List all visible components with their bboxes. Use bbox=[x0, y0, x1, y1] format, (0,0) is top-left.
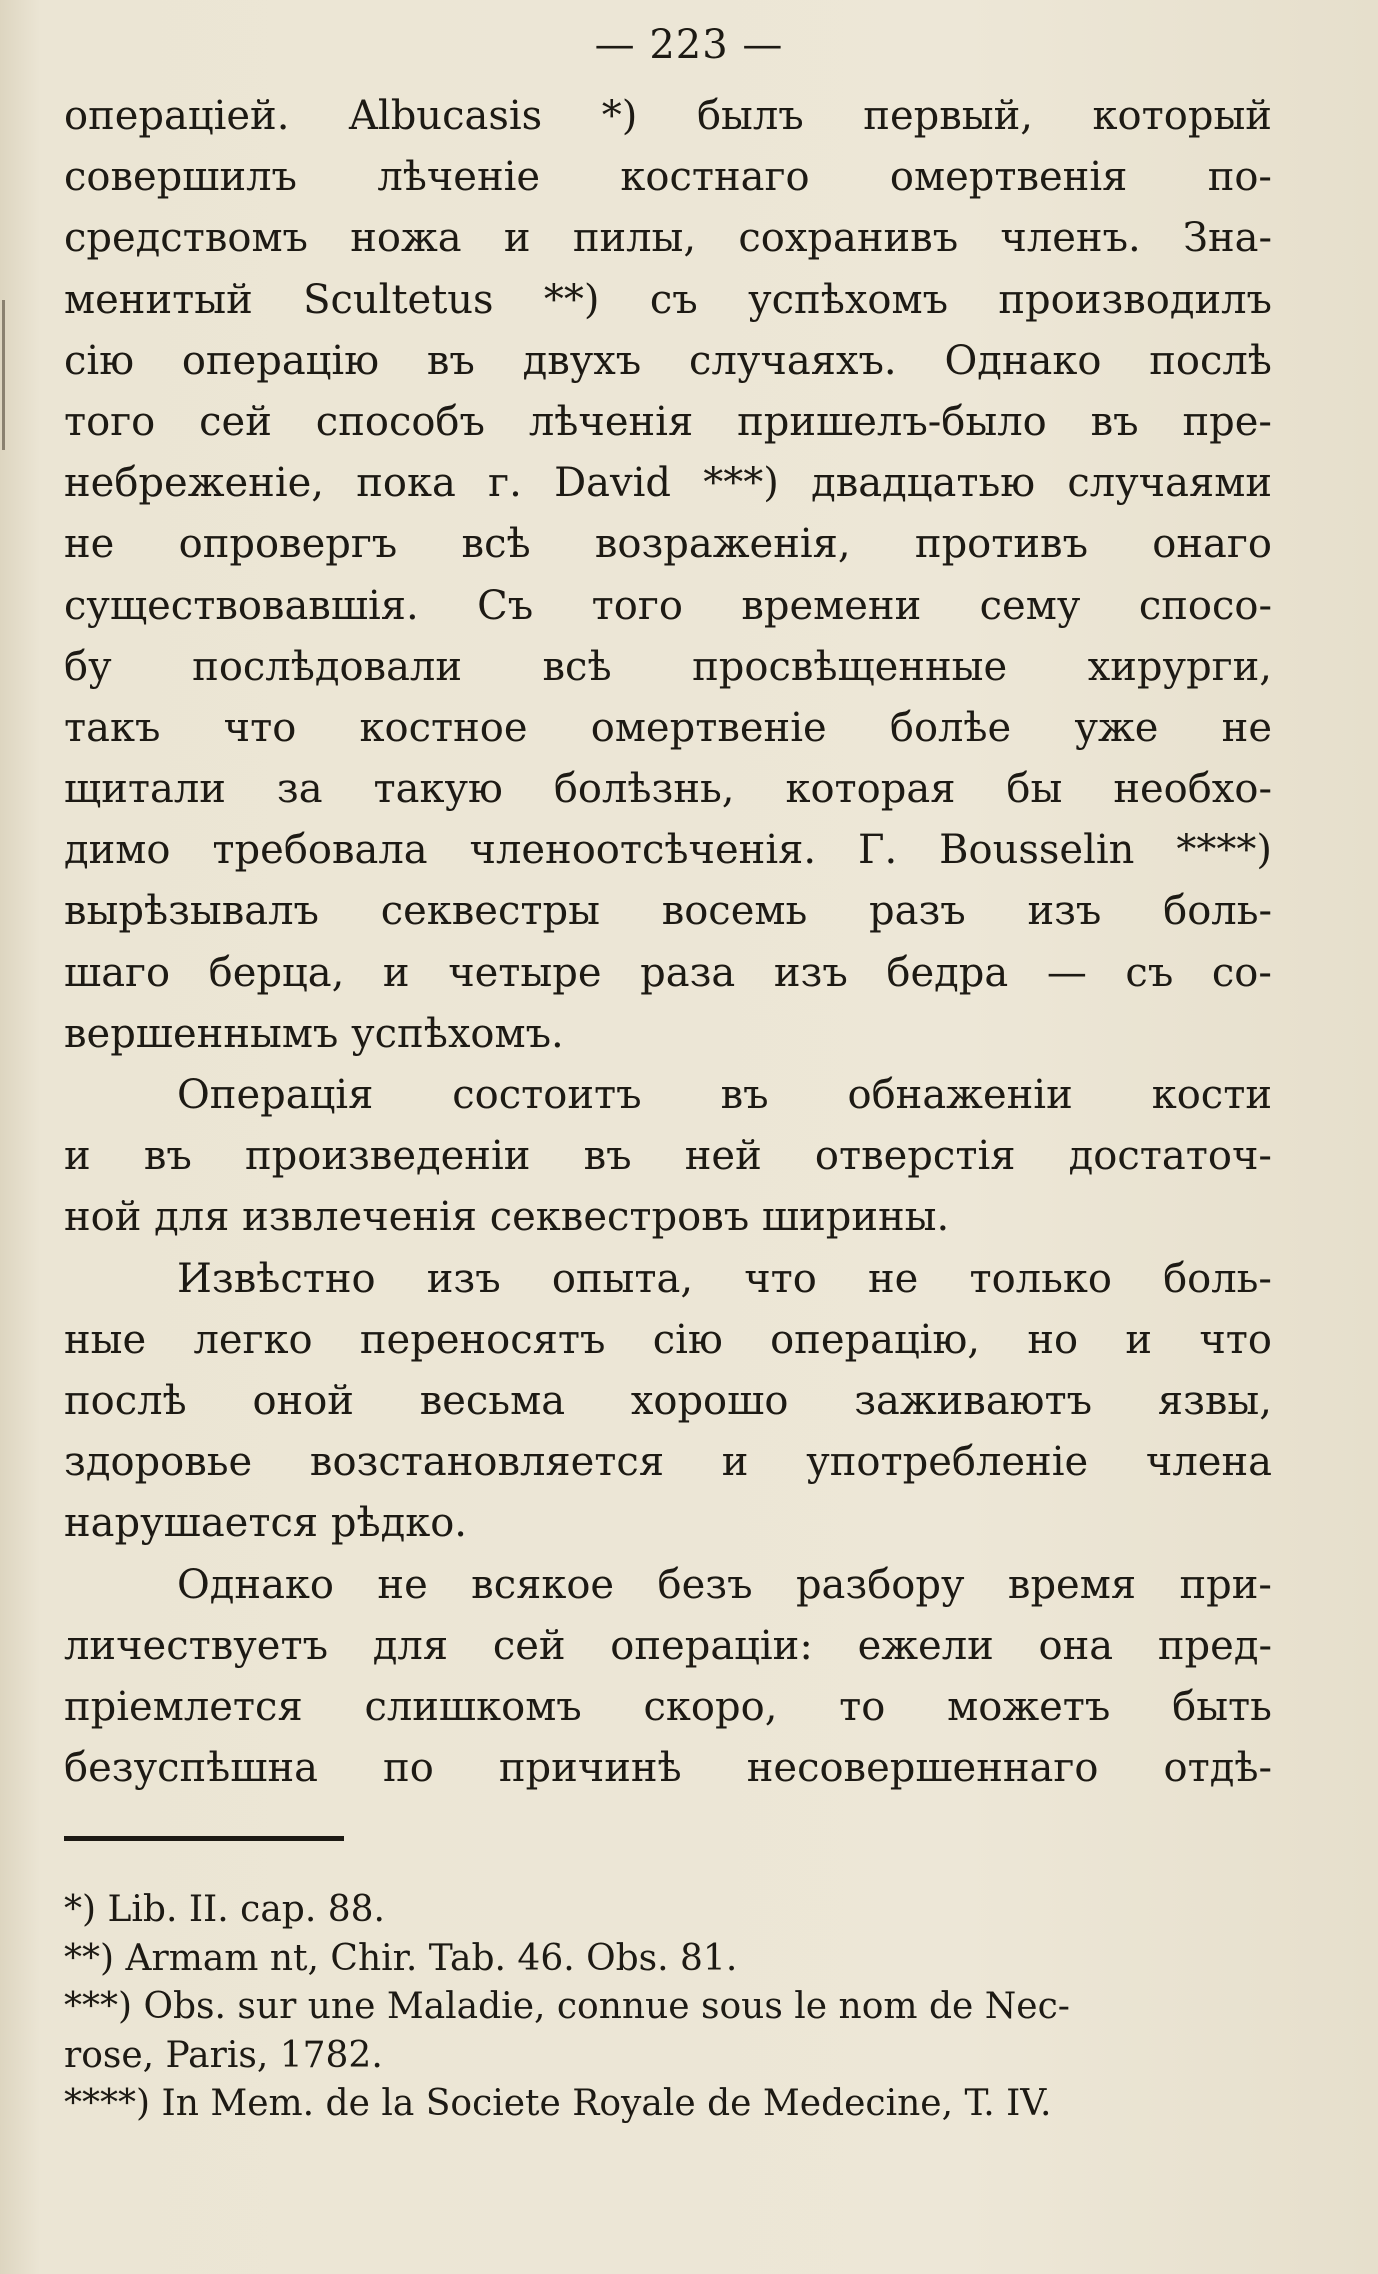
text-line: безуспѣшна по причинѣ несовершеннаго отдѣ- bbox=[64, 1745, 1272, 1792]
main-text bbox=[64, 86, 1272, 1799]
text-line: совершилъ лѣченіе костнаго омертвенія по- bbox=[64, 154, 1272, 201]
text-line: шаго берца, и четыре раза изъ бедра — съ со- bbox=[64, 949, 1272, 996]
text-line: Операція состоитъ въ обнаженіи кости bbox=[177, 1072, 1272, 1118]
footnotes bbox=[64, 1886, 1272, 2129]
text-line: менитый Scultetus **) съ успѣхомъ производилъ bbox=[64, 276, 1272, 323]
text-line: здоровье возстановляется и употребленіе члена bbox=[64, 1439, 1272, 1486]
text-line: вырѣзывалъ секвестры восемь разъ изъ боль- bbox=[64, 888, 1272, 935]
footnote: rose, Paris, 1782. bbox=[64, 2034, 383, 2076]
text-line: сію операцію въ двухъ случаяхъ. Однако послѣ bbox=[64, 337, 1272, 384]
text-line: ные легко переносятъ сію операцію, но и что bbox=[64, 1316, 1272, 1363]
text-line: не опровергъ всѣ возраженія, противъ онаго bbox=[64, 521, 1272, 568]
page-number: — 223 — bbox=[594, 22, 784, 68]
text-line: щитали за такую болѣзнь, которая бы необхо- bbox=[64, 766, 1272, 813]
text-line: и въ произведеніи въ ней отверстія достаточ- bbox=[64, 1133, 1272, 1180]
text-line: такъ что костное омертвеніе болѣе уже не bbox=[64, 704, 1272, 751]
text-line: димо требовала членоотсѣченія. Г. Bousselin ****) bbox=[64, 827, 1272, 874]
text-line: небреженіе, пока г. David ***) двадцатью случаями bbox=[64, 460, 1272, 507]
text-line: послѣ оной весьма хорошо заживаютъ язвы, bbox=[64, 1377, 1272, 1424]
text-line: нарушается рѣдко. bbox=[64, 1500, 467, 1547]
page-edge-shadow bbox=[2, 300, 5, 450]
footnote-separator bbox=[64, 1836, 344, 1841]
text-line: ной для извлеченія секвестровъ ширины. bbox=[64, 1194, 950, 1241]
text-line: того сей способъ лѣченія пришелъ-было въ пре- bbox=[64, 398, 1272, 445]
text-line: личествуетъ для сей операціи: ежели она пред- bbox=[64, 1622, 1272, 1669]
text-line: средствомъ ножа и пилы, сохранивъ членъ. Зна- bbox=[64, 215, 1272, 262]
text-line: Извѣстно изъ опыта, что не только боль- bbox=[177, 1255, 1272, 1302]
footnote: ****) In Mem. de la Societe Royale de Medecine, T. IV. bbox=[64, 2083, 1052, 2124]
footnote: **) Armam nt, Chir. Tab. 46. Obs. 81. bbox=[64, 1937, 738, 1979]
text-line: операціей. Albucasis *) былъ первый, который bbox=[64, 93, 1272, 139]
text-line: пріемлется слишкомъ скоро, то можетъ быть bbox=[64, 1683, 1272, 1730]
footnote: ***) Obs. sur une Maladie, connue sous le nom de Nec- bbox=[64, 1986, 1070, 2027]
footnote: *) Lib. II. cap. 88. bbox=[64, 1889, 385, 1930]
text-line: Однако не всякое безъ разбору время при- bbox=[177, 1561, 1272, 1608]
text-line: вершеннымъ успѣхомъ. bbox=[64, 1010, 564, 1057]
text-line: существовавшія. Съ того времени сему спосо- bbox=[64, 582, 1272, 629]
text-line: бу послѣдовали всѣ просвѣщенные хирурги, bbox=[64, 643, 1272, 690]
